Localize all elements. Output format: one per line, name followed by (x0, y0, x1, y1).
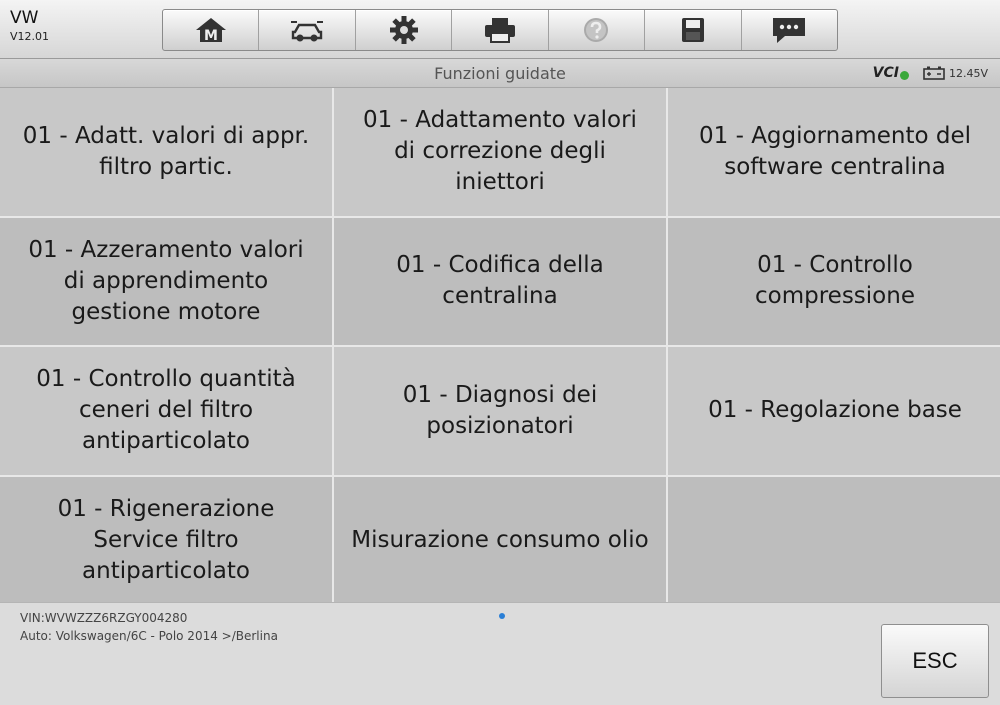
help-icon (582, 16, 610, 44)
software-version: V12.01 (10, 30, 50, 43)
esc-button[interactable]: ESC (881, 624, 989, 698)
page-indicator-dot (499, 613, 505, 619)
function-item[interactable]: 01 - Regolazione base (668, 347, 1000, 475)
footer (0, 602, 1000, 705)
help-button[interactable] (549, 10, 645, 50)
vci-connected-icon (900, 71, 909, 80)
top-bar (0, 0, 1000, 59)
save-icon (680, 16, 706, 44)
function-item[interactable]: 01 - Controllo quantità ceneri del filtro antiparticolato (0, 347, 332, 475)
save-button[interactable] (645, 10, 741, 50)
brand (10, 10, 49, 42)
vci-label: VCI (872, 65, 899, 81)
battery-voltage: 12.45V (948, 66, 988, 80)
settings-button[interactable] (356, 10, 452, 50)
home-button[interactable] (163, 10, 259, 50)
function-item[interactable]: 01 - Adatt. valori di appr. filtro partic. (0, 88, 332, 216)
function-item[interactable]: 01 - Codifica della centralina (334, 218, 666, 346)
status-area (873, 65, 988, 81)
svg-text:M: M (203, 28, 218, 44)
function-item-empty (668, 477, 1000, 605)
brand-name: VW (10, 8, 39, 28)
title-bar (0, 59, 1000, 88)
message-button[interactable] (742, 10, 837, 50)
vin-label: VIN:WVWZZZ6RZGY004280 (20, 611, 188, 625)
chat-icon (771, 16, 807, 44)
car-icon (289, 16, 325, 44)
printer-icon (483, 16, 517, 44)
function-item[interactable]: 01 - Aggiornamento del software centralina (668, 88, 1000, 216)
toolbar (162, 9, 838, 51)
battery-icon (923, 66, 945, 80)
function-grid (0, 88, 1000, 602)
vehicle-info: Auto: Volkswagen/6C - Polo 2014 >/Berlina (20, 629, 278, 643)
battery-status (923, 66, 988, 80)
vci-status (873, 65, 909, 81)
vehicle-button[interactable] (259, 10, 355, 50)
function-item[interactable]: 01 - Controllo compressione (668, 218, 1000, 346)
function-item[interactable]: 01 - Adattamento valori di correzione degli iniettori (334, 88, 666, 216)
function-item[interactable]: 01 - Diagnosi dei posizionatori (334, 347, 666, 475)
function-item[interactable]: 01 - Azzeramento valori di apprendimento gestione motore (0, 218, 332, 346)
function-item[interactable]: 01 - Rigenerazione Service filtro antiparticolato (0, 477, 332, 605)
gear-icon (389, 15, 419, 45)
function-item[interactable]: Misurazione consumo olio (334, 477, 666, 605)
print-button[interactable] (452, 10, 548, 50)
home-icon (194, 16, 228, 44)
page-title: Funzioni guidate (434, 64, 566, 83)
